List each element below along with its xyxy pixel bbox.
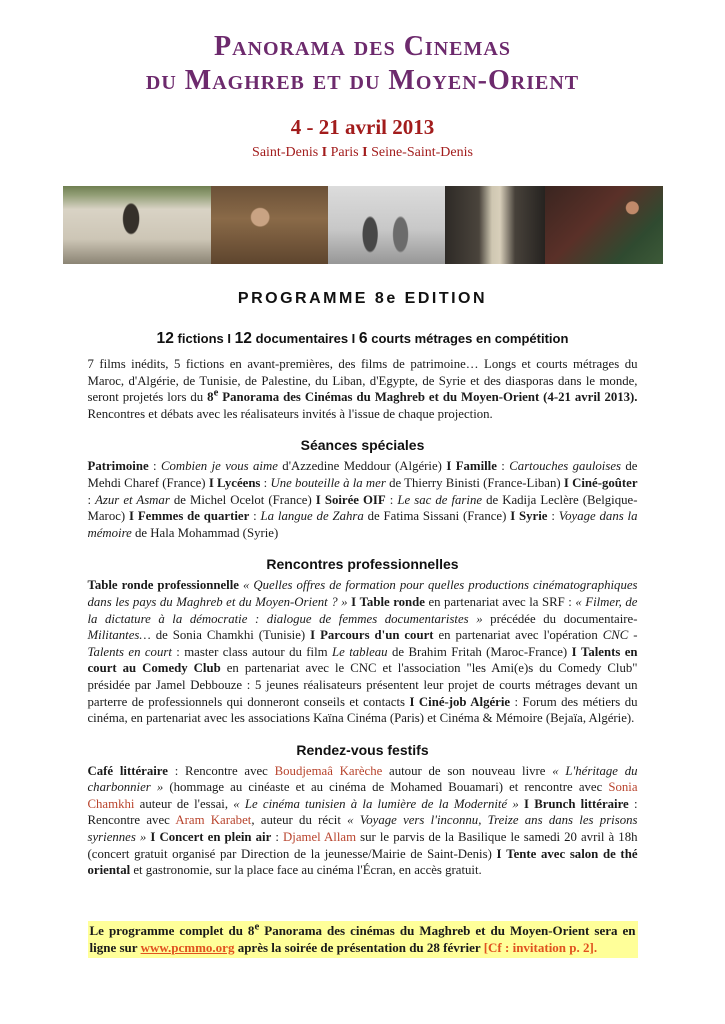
text-segment: I xyxy=(571,644,577,659)
text-segment: Sonia Chamkhi xyxy=(87,780,638,811)
film-still-1 xyxy=(63,186,211,264)
text-segment: : xyxy=(260,475,271,490)
text-segment: e xyxy=(254,920,260,933)
text-segment: Brunch littéraire xyxy=(534,796,629,811)
text-segment: 8 xyxy=(207,390,214,405)
text-segment: : master class autour du film xyxy=(171,644,332,659)
festival-locations xyxy=(0,144,725,162)
text-segment: Soirée OIF xyxy=(324,492,386,507)
title-line-1: Panorama des Cinemas xyxy=(214,31,511,62)
text-segment: précédée du documentaire- xyxy=(482,611,638,626)
text-segment: Azur et Asmar xyxy=(95,492,170,507)
text-segment: Aram Karabet xyxy=(175,813,252,828)
text-segment: Table ronde professionnelle xyxy=(87,578,239,593)
text-segment: I xyxy=(227,331,231,346)
text-segment: et gastronomie, sur la place face au cinéma l'Écran, en accès gratuit. xyxy=(130,863,482,878)
text-segment: : xyxy=(547,509,559,524)
text-segment: de Sonia Chamkhi (Tunisie) xyxy=(150,628,311,643)
text-segment: : xyxy=(271,830,284,845)
film-still-4 xyxy=(445,186,545,264)
text-segment: : Rencontre avec xyxy=(167,763,275,778)
text-segment: de Kadija Leclère (Belgique-Maroc) xyxy=(87,492,638,524)
text-segment: Lycéens xyxy=(217,475,261,490)
text-segment: de Brahim Fritah (Maroc-France) xyxy=(387,644,572,659)
section-title-seances-speciales: Séances spéciales xyxy=(300,437,425,454)
competition-stats xyxy=(88,330,638,348)
footer-note xyxy=(88,921,638,958)
text-segment: Une bouteille à la mer xyxy=(270,475,386,490)
text-segment: en partenariat avec l'opération xyxy=(433,628,603,643)
text-segment: Concert en plein air xyxy=(159,830,272,845)
text-segment: Seine-Saint-Denis xyxy=(367,145,473,160)
text-segment: Cartouches gauloises xyxy=(509,459,622,474)
text-segment: Combien je vous aime xyxy=(160,459,278,474)
text-segment: « Voyage vers l'inconnu, Treize ans dans les prisons syriennes » xyxy=(87,813,638,845)
photo-strip xyxy=(63,186,663,264)
text-segment: autour de son nouveau livre xyxy=(382,763,553,778)
text-segment: I xyxy=(129,509,134,524)
text-segment: de Michel Ocelot (France) xyxy=(169,492,316,507)
text-segment: en partenariat avec le CNC et l'association "les Ami(e)s du Comedy Club" présidée par Jamel Debbouze : 5 jeunes réalisateurs présentent leur projet de courts métrages devant un parterre de professionnels qui donneront conseils et contacts xyxy=(87,661,638,709)
text-segment: « Filmer, de la dictature à la démocratie : dialogue de femmes documentaristes » xyxy=(87,594,638,626)
text-segment: CNC - Talents en court xyxy=(87,628,638,659)
text-segment: I xyxy=(150,830,156,845)
text-segment: I xyxy=(351,331,356,346)
text-segment: 12 xyxy=(156,330,174,347)
text-segment: I xyxy=(523,796,529,811)
text-segment: après la soirée de présentation du 28 février xyxy=(234,940,484,956)
text-segment: I xyxy=(208,475,214,490)
text-segment: auteur de l'essai, xyxy=(134,796,234,811)
text-segment: de Hala Mohammad (Syrie) xyxy=(131,525,279,540)
text-segment: en partenariat avec la SRF : xyxy=(424,594,576,609)
text-segment: 12 xyxy=(234,330,252,347)
text-segment: I xyxy=(446,459,452,474)
document-header xyxy=(0,30,725,162)
text-segment: 7 films inédits, 5 fictions en avant-premières, des films de patrimoine… Longs et courts métrages du Maroc, d'Algérie, de Tunisie, de Palestine, du Liban, d'Egypte, de Syrie et des diasporas dans le monde, seront projetés lors du xyxy=(87,357,638,405)
text-segment: Famille xyxy=(455,459,497,474)
text-segment: : xyxy=(385,492,398,507)
rencontres-professionnelles-paragraph xyxy=(88,577,638,726)
text-segment: I xyxy=(351,594,357,609)
text-segment: : xyxy=(496,459,510,474)
document-body xyxy=(88,290,638,958)
text-segment: Tente avec salon de thé oriental xyxy=(87,846,638,878)
text-segment: Panorama des Cinémas du Maghreb et du Moyen-Orient (4-21 avril 2013). xyxy=(218,390,638,405)
text-segment: Syrie xyxy=(519,509,548,524)
text-segment: Patrimoine xyxy=(87,459,149,474)
text-segment: I xyxy=(510,509,516,524)
text-segment: : xyxy=(87,492,96,507)
rendez-vous-festifs-paragraph xyxy=(88,763,638,879)
text-segment: I xyxy=(362,145,368,160)
text-segment: Paris xyxy=(327,145,363,160)
text-segment: Ciné-job Algérie xyxy=(418,694,511,709)
text-segment: Le programme complet du 8 xyxy=(89,922,255,938)
text-segment: de Mehdi Charef (France) xyxy=(87,459,638,490)
text-segment: [Cf : invitation p. 2]. xyxy=(483,940,598,956)
text-segment: fictions xyxy=(173,331,228,346)
text-segment: de Thierry Binisti (France-Liban) xyxy=(385,475,564,490)
text-segment: Le tableau xyxy=(332,644,388,659)
film-still-2 xyxy=(211,186,328,264)
text-segment: Saint-Denis xyxy=(252,145,322,160)
text-segment: : xyxy=(249,509,261,524)
text-segment: I xyxy=(409,694,415,709)
text-segment: I xyxy=(496,846,502,861)
text-segment: Rencontres et débats avec les réalisateurs invités à l'issue de chaque projection. xyxy=(87,406,493,421)
text-segment: Le sac de farine xyxy=(397,492,483,507)
festival-dates: 4 - 21 avril 2013 xyxy=(290,115,435,139)
text-segment: : Rencontre avec xyxy=(87,796,638,828)
text-segment: I xyxy=(563,475,569,490)
seances-speciales-paragraph xyxy=(88,458,638,541)
text-segment: « L'héritage du charbonnier » xyxy=(87,763,638,795)
text-segment: 6 xyxy=(358,330,368,347)
text-segment: e xyxy=(213,387,219,399)
text-segment: documentaires xyxy=(251,331,352,346)
text-segment: I xyxy=(315,492,321,507)
text-segment: La langue de Zahra xyxy=(260,509,364,524)
text-segment: : xyxy=(148,459,161,474)
text-segment: I xyxy=(321,145,328,160)
text-segment: Table ronde xyxy=(359,594,425,609)
text-segment: Voyage dans la mémoire xyxy=(87,509,638,540)
pcmmo-link[interactable]: www.pcmmo.org xyxy=(140,940,235,956)
text-segment: Talents en court au Comedy Club xyxy=(87,644,638,676)
text-segment: « Quelles offres de formation pour quelles productions cinématographiques dans les pays du Maghreb et du Moyen-Orient ? » xyxy=(87,578,638,609)
text-segment: Panorama des cinémas du Maghreb et du Moyen-Orient sera en ligne sur xyxy=(89,922,636,956)
text-segment: « Le cinéma tunisien à la lumière de la Modernité » xyxy=(233,796,519,811)
text-segment: (hommage au cinéaste et au cinéma de Mohamed Bouamari) et rencontre avec xyxy=(163,780,609,795)
film-still-3 xyxy=(328,186,445,264)
text-segment: Djamel Allam xyxy=(283,830,357,845)
text-segment: courts métrages en compétition xyxy=(367,331,569,346)
text-segment: I xyxy=(310,628,316,643)
film-still-5 xyxy=(545,186,663,264)
title-line-2: du Maghreb et du Moyen-Orient xyxy=(145,65,580,96)
text-segment: Ciné-goûter xyxy=(572,475,638,490)
text-segment: : Forum des métiers du cinéma, en partenariat avec les associations Kaïna Cinéma (Paris) et Cinéma & Mémoire (Bejaïa, Algérie). xyxy=(87,694,638,726)
programme-heading: PROGRAMME 8e EDITION xyxy=(237,290,488,307)
page-title xyxy=(0,30,725,98)
text-segment: , auteur du récit xyxy=(251,813,348,828)
text-segment: Parcours d'un court xyxy=(320,628,434,643)
text-segment: Café littéraire xyxy=(87,763,168,778)
intro-paragraph xyxy=(88,356,638,422)
text-segment: Femmes de quartier xyxy=(137,509,250,524)
text-segment: Boudjemaâ Karèche xyxy=(274,763,383,778)
text-segment: de Fatima Sissani (France) xyxy=(363,509,511,524)
text-segment: sur le parvis de la Basilique le samedi 20 avril à 18h (concert gratuit organisé par Direction de la jeunesse/Mairie de Saint-Denis) xyxy=(87,830,638,861)
text-segment: d'Azzedine Meddour (Algérie) xyxy=(277,459,447,474)
section-title-rendez-vous-festifs: Rendez-vous festifs xyxy=(296,741,429,758)
section-title-rencontres-professionnelles: Rencontres professionnelles xyxy=(266,556,459,573)
text-segment: Militantes… xyxy=(87,628,151,643)
